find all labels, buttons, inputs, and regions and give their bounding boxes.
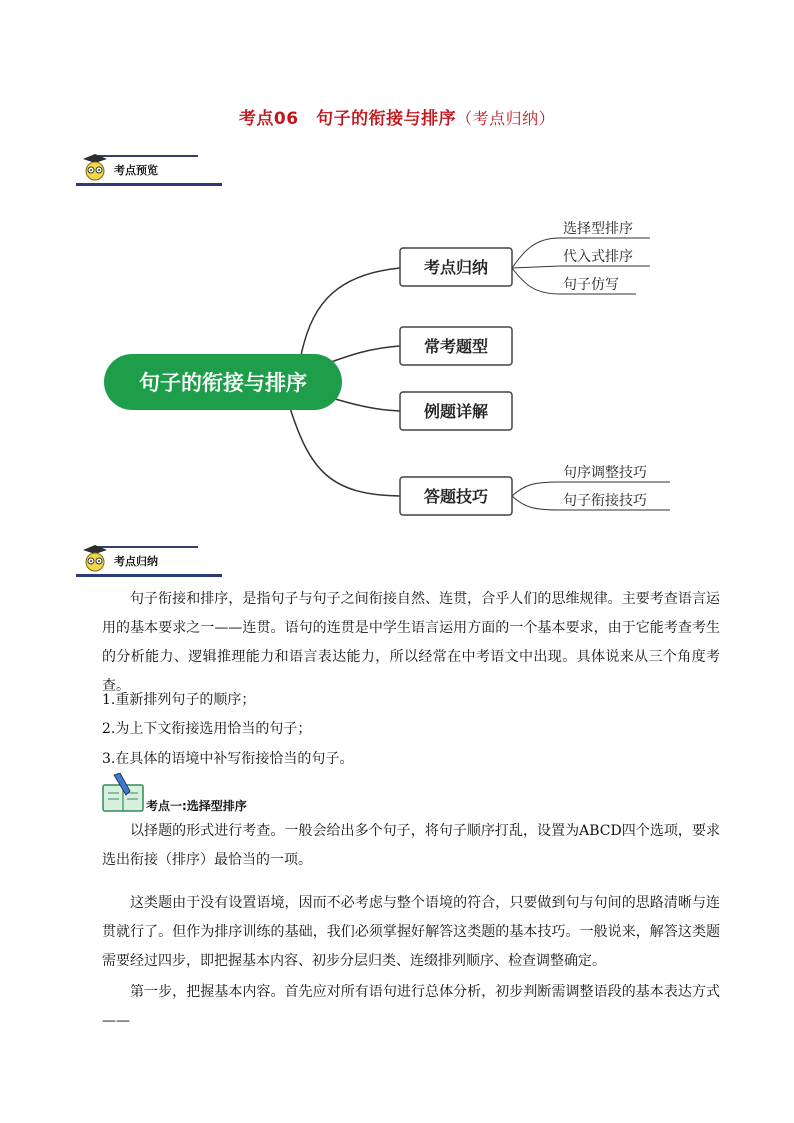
list-item-1: 1.重新排列句子的顺序；: [102, 692, 256, 708]
leaf-label-4-1: 句序调整技巧: [563, 465, 647, 481]
leaf-label-1-2: 代入式排序: [563, 249, 633, 265]
page-title: [0, 104, 794, 129]
leaf-label-4-2: 句子衔接技巧: [563, 493, 647, 509]
section-summary-label: 考点归纳: [114, 555, 158, 568]
paragraph-1: 以择题的形式进行考查。一般会给出多个句子，将句子顺序打乱，设置为ABCD四个选项，要求选出衔接（排序）最恰当的一项。: [102, 823, 720, 868]
section-summary-header: [76, 543, 222, 577]
branch-label-4: 答题技巧: [423, 487, 489, 506]
paragraph-3: 第一步，把握基本内容。首先应对所有语句进行总体分析，初步判断需调整语段的基本表达方式——: [102, 984, 720, 1029]
paragraph-2: 这类题由于没有设置语境，因而不必考虑与整个语境的符合，只要做到句与句间的思路清晰与连贯就行了。但作为排序训练的基础，我们必须掌握好解答这类题的基本技巧。一般说来，解答这类题需要经过四步，即把握基本内容、初步分层归类、连缀排列顺序、检查调整确定。: [102, 895, 720, 969]
mindmap-center-label: 句子的衔接与排序: [139, 370, 307, 395]
kaodian-1-label: 考点一:选择型排序: [146, 799, 247, 813]
leaf-connector-1-2: [512, 266, 650, 268]
owl-icon: [80, 152, 110, 182]
leaf-label-1-3: 句子仿写: [563, 277, 619, 293]
leaf-label-1-1: 选择型排序: [563, 221, 633, 237]
connector-1: [300, 268, 400, 360]
mindmap-diagram: [0, 200, 794, 530]
branch-label-1: 考点归纳: [423, 258, 489, 277]
title-sub: （考点归纳）: [456, 109, 556, 128]
owl-icon: [80, 543, 110, 573]
section-preview-label: 考点预览: [114, 164, 158, 177]
section-preview-header: [76, 152, 222, 186]
connector-4: [290, 408, 400, 496]
list-item-3: 3.在具体的语境中补写衔接恰当的句子。: [102, 751, 354, 767]
book-pen-icon: [100, 773, 146, 813]
title-main: 考点06 句子的衔接与排序: [238, 109, 457, 129]
branch-label-2: 常考题型: [423, 337, 489, 356]
kaodian-1-heading: [100, 773, 247, 813]
intro-paragraph: 句子衔接和排序，是指句子与句子之间衔接自然、连贯，合乎人们的思维规律。主要考查语言运用的基本要求之一——连贯。语句的连贯是中学生语言运用方面的一个基本要求，由于它能考查考生的分析能力、逻辑推理能力和语言表达能力，所以经常在中考语文中出现。具体说来从三个角度考查。: [102, 591, 720, 694]
list-item-2: 2.为上下文衔接选用恰当的句子；: [102, 721, 312, 737]
branch-label-3: 例题详解: [423, 402, 489, 421]
